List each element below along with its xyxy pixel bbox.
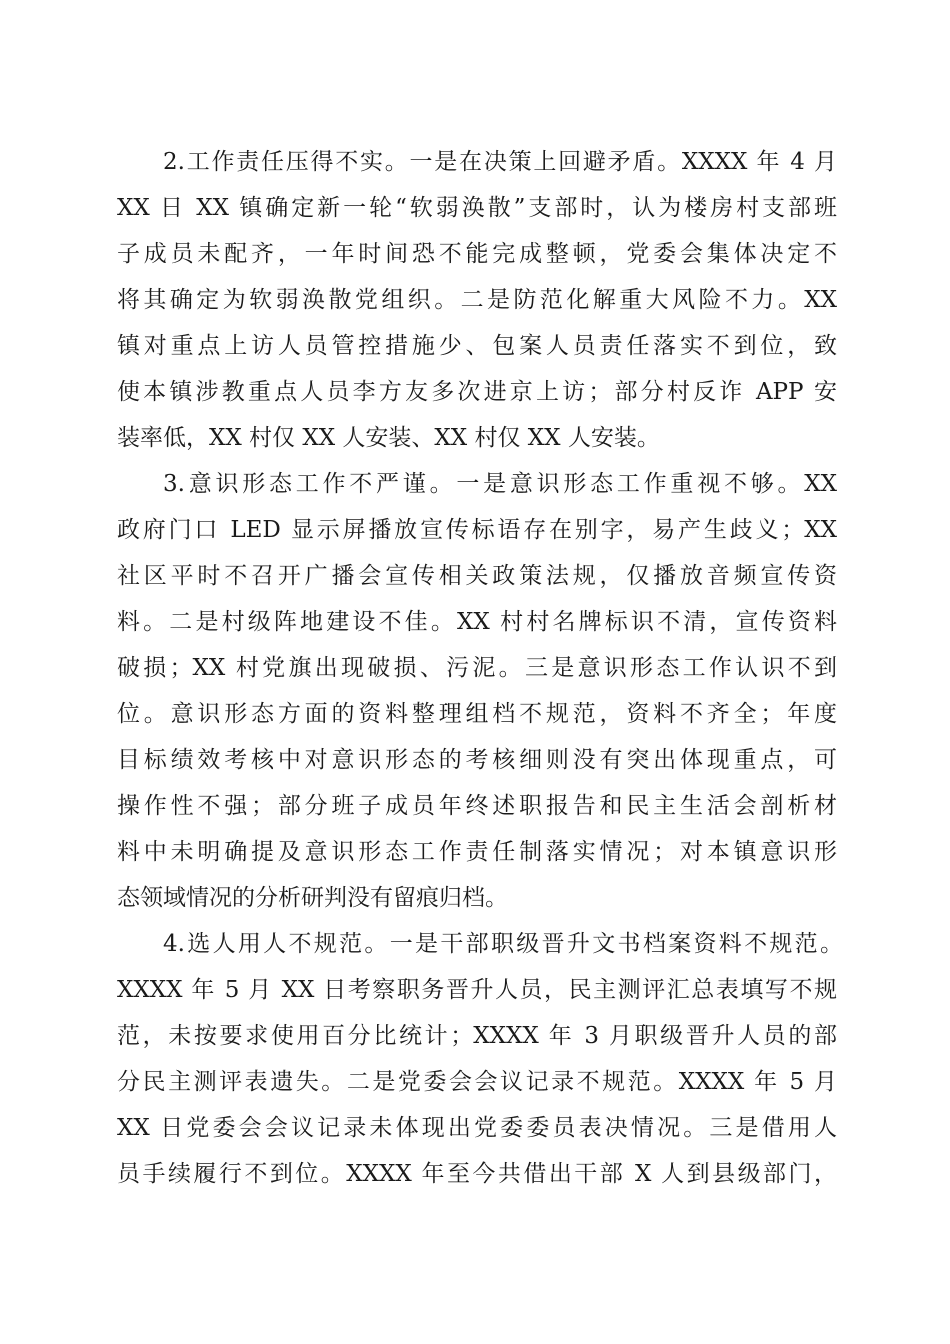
paragraph-line: XX 日党委会会议记录未体现出党委委员表决情况。三是借用人 xyxy=(117,1115,837,1141)
paragraph-line: 使本镇涉教重点人员李方友多次进京上访；部分村反诈 APP 安 xyxy=(117,379,837,405)
paragraph-line: 分民主测评表遗失。二是党委会会议记录不规范。XXXX 年 5 月 xyxy=(117,1069,837,1095)
paragraph-line: 范，未按要求使用百分比统计；XXXX 年 3 月职级晋升人员的部 xyxy=(117,1023,838,1049)
paragraph-line: 将其确定为软弱涣散党组织。二是防范化解重大风险不力。XX xyxy=(117,287,837,313)
paragraph-line: 位。意识形态方面的资料整理组档不规范，资料不齐全；年度 xyxy=(117,701,837,727)
paragraph-line: 子成员未配齐，一年时间恐不能完成整顿，党委会集体决定不 xyxy=(117,241,837,267)
paragraph-line: XX 日 XX 镇确定新一轮“软弱涣散”支部时，认为楼房村支部班 xyxy=(117,195,837,221)
paragraph-line: 员手续履行不到位。XXXX 年至今共借出干部 X 人到县级部门， xyxy=(117,1161,837,1187)
paragraph-line: 破损；XX 村党旗出现破损、污泥。三是意识形态工作认识不到 xyxy=(117,655,837,681)
paragraph-line: 4.选人用人不规范。一是干部职级晋升文书档案资料不规范。 xyxy=(163,931,843,957)
paragraph-line: 3.意识形态工作不严谨。一是意识形态工作重视不够。XX xyxy=(163,471,837,497)
paragraph-line: XXXX 年 5 月 XX 日考察职务晋升人员，民主测评汇总表填写不规 xyxy=(117,977,837,1003)
paragraph-line: 目标绩效考核中对意识形态的考核细则没有突出体现重点，可 xyxy=(117,747,837,773)
paragraph-line: 料中未明确提及意识形态工作责任制落实情况；对本镇意识形 xyxy=(117,839,837,865)
paragraph-line: 社区平时不召开广播会宣传相关政策法规，仅播放音频宣传资 xyxy=(117,563,837,589)
paragraph-line: 装率低，XX 村仅 XX 人安装、XX 村仅 XX 人安装。 xyxy=(117,425,660,451)
paragraph-line: 态领域情况的分析研判没有留痕归档。 xyxy=(117,885,508,911)
paragraph-line: 操作性不强；部分班子成员年终述职报告和民主生活会剖析材 xyxy=(117,793,837,819)
paragraph-line: 镇对重点上访人员管控措施少、包案人员责任落实不到位，致 xyxy=(117,333,837,359)
paragraph-line: 2.工作责任压得不实。一是在决策上回避矛盾。XXXX 年 4 月 xyxy=(163,149,837,175)
paragraph-line: 政府门口 LED 显示屏播放宣传标语存在别字，易产生歧义；XX xyxy=(117,517,837,543)
paragraph-line: 料。二是村级阵地建设不佳。XX 村村名牌标识不清，宣传资料 xyxy=(117,609,837,635)
